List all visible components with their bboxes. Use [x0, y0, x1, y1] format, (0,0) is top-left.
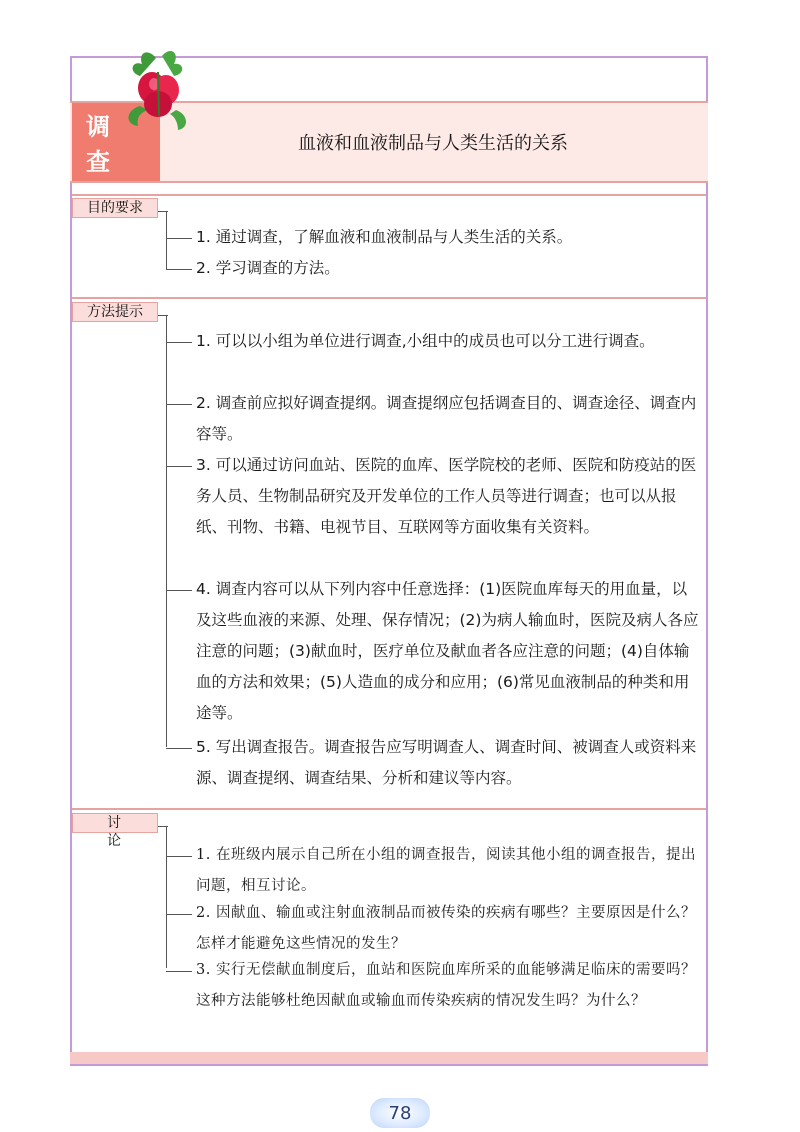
list-item [160, 898, 700, 960]
header-tag-text: 调查 [86, 113, 126, 176]
item-tick [166, 342, 192, 343]
list-item [160, 388, 700, 450]
item-tick [166, 748, 192, 749]
item-tick [166, 269, 192, 270]
list-item [160, 955, 700, 1048]
item-text: 2. 学习调查的方法。 [196, 259, 340, 277]
item-tick [166, 856, 192, 857]
item-tick [166, 590, 192, 591]
item-text: 4. 调查内容可以从下列内容中任意选择：(1)医院血库每天的用血量，以及这些血液的来源、处理、保存情况；(2)为病人输血时，医院及病人各应注意的问题；(3)献血时，医疗单位及献血者各应注意的问题；(4)自体输血的方法和效果；(5)人造血的成分和应用；(6)常见血液制品的种类和用途等。 [196, 580, 699, 722]
section-rule-methods [72, 297, 706, 299]
list-item [160, 450, 700, 574]
item-tick [166, 466, 192, 467]
item-text: 3. 可以通过访问血站、医院的血库、医学院校的老师、医院和防疫站的医务人员、生物制品研究及开发单位的工作人员等进行调查；也可以从报纸、刊物、书籍、电视节目、互联网等方面收集有关资料。 [196, 456, 697, 536]
item-text: 2. 因献血、输血或注射血液制品而被传染的疾病有哪些？主要原因是什么？怎样才能避免这些情况的发生？ [196, 905, 696, 952]
list-item [160, 222, 700, 254]
item-text: 1. 通过调查，了解血液和血液制品与人类生活的关系。 [196, 228, 573, 246]
bottom-band [70, 1052, 708, 1066]
section-rule-purpose [72, 194, 706, 196]
section-rule-discussion [72, 808, 706, 810]
item-tick [166, 238, 192, 239]
item-tick [166, 914, 192, 915]
item-text: 1. 可以以小组为单位进行调查,小组中的成员也可以分工进行调查。 [196, 332, 655, 350]
item-tick [166, 404, 192, 405]
section-tag-discussion: 讨论 [72, 813, 158, 833]
list-item [160, 253, 700, 285]
page-number: 78 [370, 1098, 430, 1128]
list-item [160, 732, 700, 794]
list-item [160, 326, 700, 388]
page-title: 血液和血液制品与人类生活的关系 [298, 133, 568, 154]
section-tag-methods: 方法提示 [72, 302, 158, 322]
item-tick [166, 971, 192, 972]
list-item [160, 840, 700, 902]
list-item [160, 574, 700, 730]
item-text: 2. 调查前应拟好调查提纲。调查提纲应包括调查目的、调查途径、调查内容等。 [196, 394, 697, 443]
section-tag-purpose: 目的要求 [72, 198, 158, 218]
item-text: 5. 写出调查报告。调查报告应写明调查人、调查时间、被调查人或资料来源、调查提纲、调查结果、分析和建议等内容。 [196, 738, 697, 787]
flower-icon [118, 46, 198, 136]
item-text: 3. 实行无偿献血制度后，血站和医院血库所采的血能够满足临床的需要吗？这种方法能够杜绝因献血或输血而传染疾病的情况发生吗？为什么？ [196, 962, 696, 1009]
item-text: 1. 在班级内展示自己所在小组的调查报告，阅读其他小组的调查报告，提出问题，相互讨论。 [196, 847, 696, 894]
